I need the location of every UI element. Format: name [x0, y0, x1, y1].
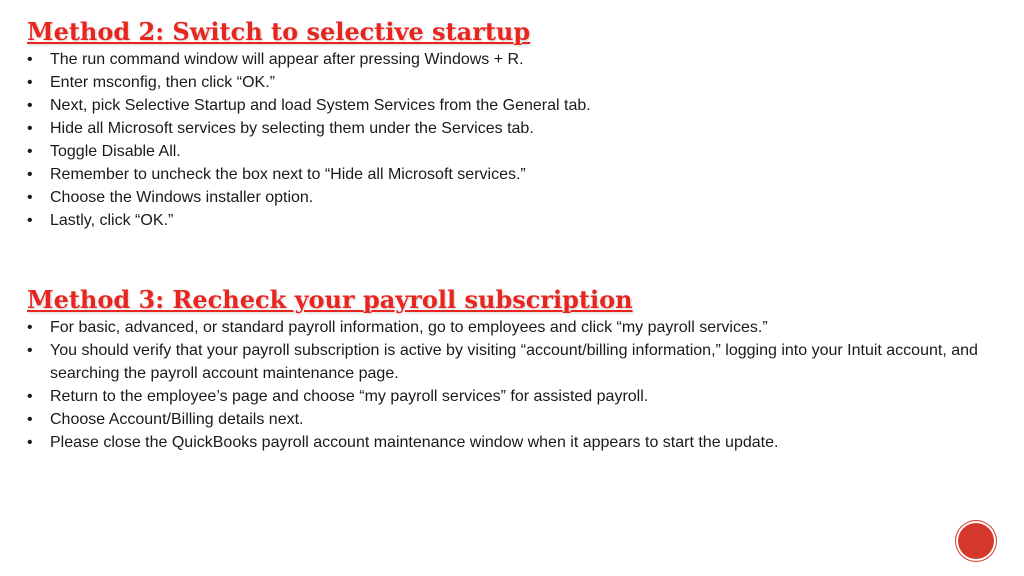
slide-number-badge-icon [958, 523, 994, 559]
bullet-item [27, 71, 994, 94]
bullet-icon: • [27, 319, 33, 336]
bullet-text: Remember to uncheck the box next to “Hide all Microsoft services.” [50, 166, 526, 183]
bullet-item [27, 431, 994, 454]
bullet-text: Choose the Windows installer option. [50, 189, 314, 206]
bullet-icon: • [27, 97, 33, 114]
bullet-item [27, 163, 994, 186]
bullet-icon: • [27, 342, 33, 359]
bullet-text: Enter msconfig, then click “OK.” [50, 74, 275, 91]
section-method-3 [27, 284, 994, 454]
bullet-item [27, 209, 994, 232]
bullet-icon: • [27, 143, 33, 160]
bullet-item [27, 339, 994, 385]
bullet-list [27, 316, 994, 454]
bullet-list [27, 48, 994, 232]
bullet-item [27, 117, 994, 140]
bullet-text: You should verify that your payroll subscription is active by visiting “account/billing information,” logging into your Intuit account, and searching the payroll account maintenance page. [50, 342, 978, 382]
bullet-text: Next, pick Selective Startup and load System Services from the General tab. [50, 97, 591, 114]
bullet-text: Choose Account/Billing details next. [50, 411, 304, 428]
section-method-2 [27, 16, 994, 232]
bullet-icon: • [27, 166, 33, 183]
bullet-text: Return to the employee’s page and choose “my payroll services” for assisted payroll. [50, 388, 649, 405]
bullet-item [27, 48, 994, 71]
bullet-text: Toggle Disable All. [50, 143, 181, 160]
section-heading: Method 2: Switch to selective startup [27, 17, 531, 46]
bullet-icon: • [27, 74, 33, 91]
bullet-text: Please close the QuickBooks payroll account maintenance window when it appears to start the update. [50, 434, 779, 451]
bullet-icon: • [27, 388, 33, 405]
bullet-icon: • [27, 434, 33, 451]
bullet-item [27, 186, 994, 209]
bullet-icon: • [27, 120, 33, 137]
section-heading: Method 3: Recheck your payroll subscription [27, 285, 633, 314]
bullet-text: Lastly, click “OK.” [50, 212, 174, 229]
bullet-icon: • [27, 212, 33, 229]
bullet-text: The run command window will appear after pressing Windows + R. [50, 51, 524, 68]
bullet-icon: • [27, 51, 33, 68]
bullet-icon: • [27, 411, 33, 428]
bullet-icon: • [27, 189, 33, 206]
bullet-item [27, 140, 994, 163]
bullet-text: Hide all Microsoft services by selecting them under the Services tab. [50, 120, 534, 137]
bullet-item [27, 316, 994, 339]
bullet-item [27, 385, 994, 408]
bullet-item [27, 408, 994, 431]
bullet-text: For basic, advanced, or standard payroll information, go to employees and click “my payroll services.” [50, 319, 768, 336]
bullet-item [27, 94, 994, 117]
